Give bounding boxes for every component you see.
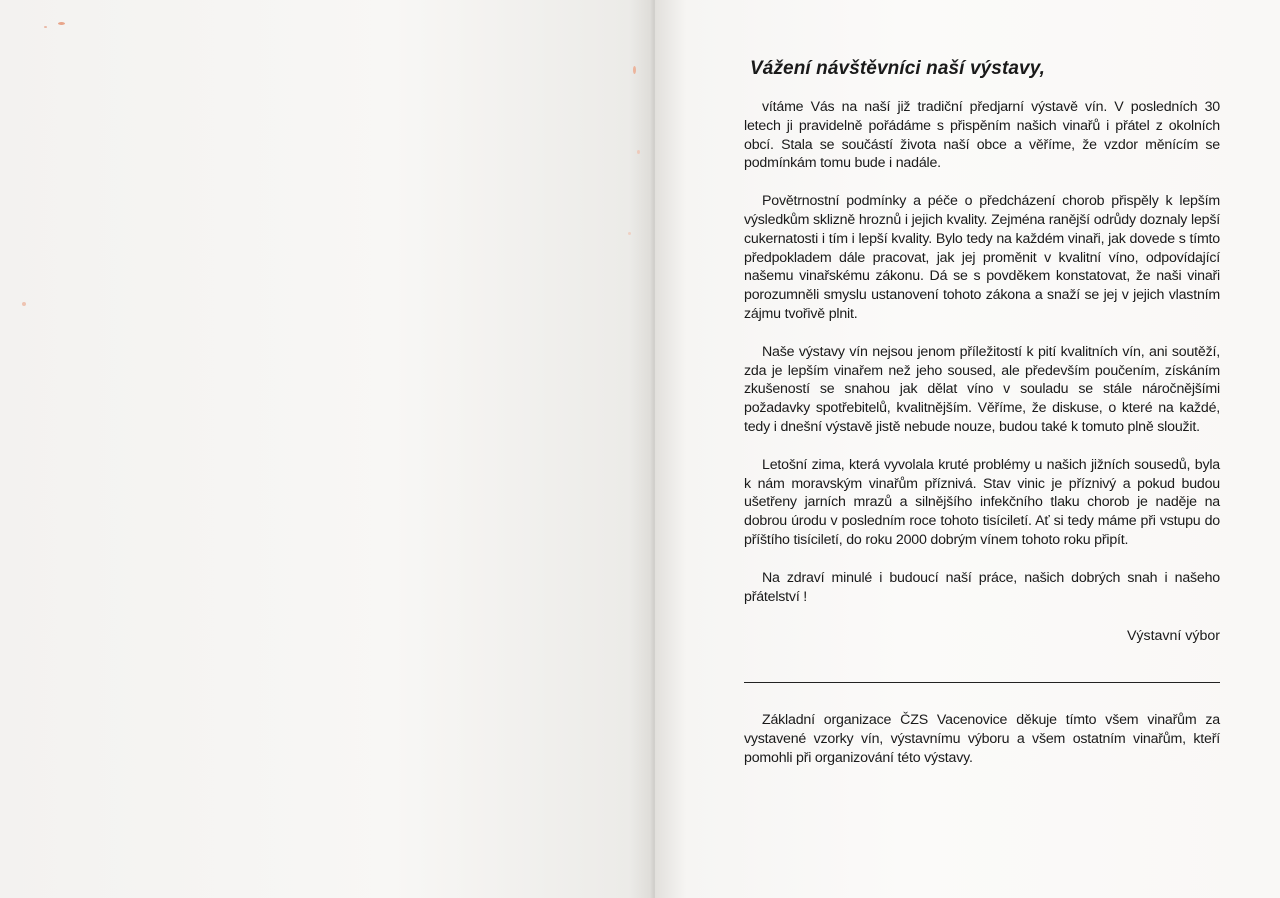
paper-speck bbox=[637, 150, 640, 154]
divider-line bbox=[744, 682, 1220, 683]
paragraph-exhibition-purpose: Naše výstavy vín nejsou jenom příležitostí k pití kvalitních vín, ani soutěží, zda je lepším vinařem než jeho soused, ale především poučením, získáním zkušeností se snahou jak dělat víno v souladu se stále náročnějšími požadavky spotřebitelů, kvalitnějším. Věříme, že diskuse, o které na každé, tedy i dnešní výstavě jistě nebude nouze, budou také k tomuto plně sloužit. bbox=[744, 343, 1220, 435]
paragraph-harvest: Povětrnostní podmínky a péče o předcházení chorob přispěly k lepším výsledkům sklizně hroznů i jejich kvality. Zejména ranější odrůdy doznaly lepší cukernatosti i tím i lepší kvality. Bylo tedy na každém vinaři, jak dovede s tímto předpokladem dále pracovat, jak jej proměnit v kvalitní víno, odpovídající našemu vinařskému zákonu. Dá se s povděkem konstatovat, že naši vinaři porozumněli smyslu ustanovení tohoto zákona a snaží se jej v jejich vlastním zájmu tvořivě plnit. bbox=[744, 193, 1220, 322]
paragraph-welcome: vítáme Vás na naší již tradiční předjarní výstavě vín. V posledních 30 letech ji pravidelně pořádáme s přispěním našich vinařů i přátel z okolních obcí. Stala se součástí života naší obce a věříme, že vzdor měnícím se podmínkám tomu bude i nadále. bbox=[744, 99, 1220, 172]
paper-speck bbox=[633, 66, 636, 74]
paper-speck bbox=[58, 22, 65, 25]
letter-content bbox=[744, 58, 1220, 782]
paper-speck bbox=[22, 302, 26, 306]
paragraph-winter: Letošní zima, která vyvolala kruté problémy u našich jižních sousedů, byla k nám moravským vinařům příznivá. Stav vinic je příznivý a pokud budou ušetřeny jarních mrazů a silnějšího infekčního tlaku chorob je naděje na dobrou úrodu v posledním roce tohoto tisíciletí. Ať si tedy máme při vstupu do příštího tisíciletí, do roku 2000 dobrým vínem tohoto roku připít. bbox=[744, 456, 1220, 548]
paper-speck bbox=[44, 26, 47, 28]
paragraph-toast: Na zdraví minulé i budoucí naší práce, našich dobrých snah i našeho přátelství ! bbox=[744, 569, 1220, 605]
signature: Výstavní výbor bbox=[1126, 628, 1220, 645]
paper-speck bbox=[628, 232, 631, 235]
page-title: Vážení návštěvníci naší výstavy, bbox=[750, 58, 1046, 79]
footer-thanks: Základní organizace ČZS Vacenovice děkuje tímto všem vinařům za vystavené vzorky vín, výstavnímu výboru a všem ostatním vinařům, kteří pomohli při organizování této výstavy. bbox=[744, 712, 1220, 766]
